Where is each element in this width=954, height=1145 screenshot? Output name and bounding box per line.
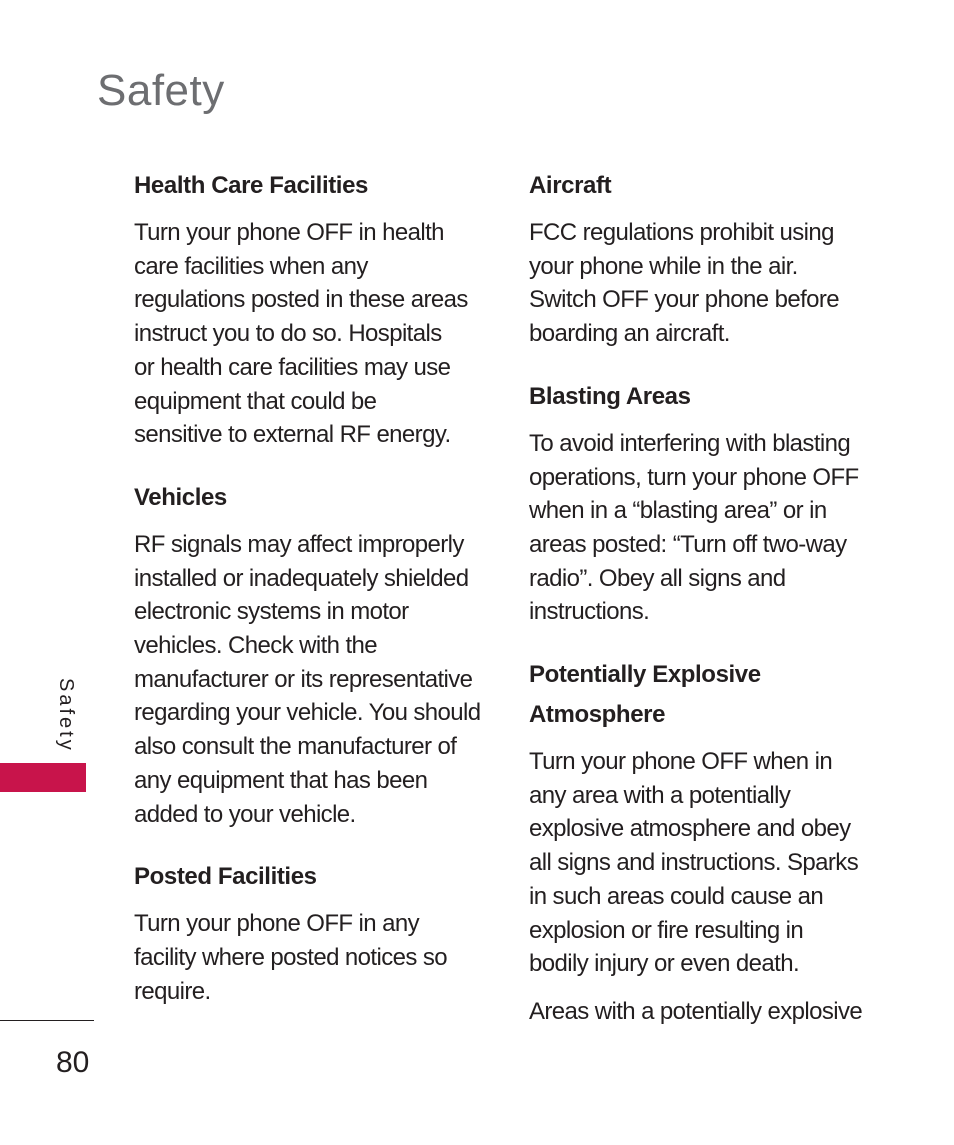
body-line: electronic systems in motor	[134, 598, 409, 626]
body-line: operations, turn your phone OFF	[529, 463, 859, 491]
section-heading	[529, 166, 879, 206]
heading-line: Vehicles	[134, 483, 227, 511]
body-line: equipment that could be	[134, 387, 377, 415]
section-body	[134, 216, 484, 452]
body-line: Areas with a potentially explosive	[529, 997, 863, 1025]
section-heading	[529, 655, 879, 735]
section-heading	[134, 478, 484, 518]
body-line: Turn your phone OFF in health	[134, 219, 444, 246]
body-line: or health care facilities may use	[134, 353, 451, 381]
section-body	[134, 907, 484, 1008]
side-section-label: Safety	[55, 678, 77, 753]
heading-line: Aircraft	[529, 172, 612, 199]
body-line: vehicles. Check with the	[134, 632, 378, 660]
right-column	[529, 166, 879, 1029]
section-tab-marker	[0, 763, 86, 792]
section-potentially-explosive-atmosphere	[529, 655, 879, 1029]
body-line: when in a “blasting area” or in	[529, 497, 827, 525]
body-line: FCC regulations prohibit using	[529, 219, 834, 246]
body-line: Turn your phone OFF when in	[529, 748, 833, 776]
body-line: regarding your vehicle. You should	[134, 699, 481, 727]
body-line: radio”. Obey all signs and	[529, 564, 786, 592]
section-heading	[134, 166, 484, 206]
section-aircraft	[529, 166, 879, 377]
body-line: explosion or fire resulting in	[529, 916, 804, 944]
body-line: any area with a potentially	[529, 781, 791, 809]
continuation-text	[529, 995, 879, 1029]
section-health-care-facilities	[134, 166, 484, 478]
body-line: also consult the manufacturer of	[134, 733, 457, 761]
body-line: instructions.	[529, 598, 650, 626]
section-blasting-areas	[529, 377, 879, 655]
body-line: require.	[134, 977, 211, 1005]
page-title: Safety	[97, 66, 225, 115]
section-posted-facilities	[134, 857, 484, 1008]
body-line: boarding an aircraft.	[529, 320, 730, 348]
section-vehicles	[134, 478, 484, 857]
body-line: Turn your phone OFF in any	[134, 910, 419, 938]
section-heading	[529, 377, 879, 417]
heading-line: Health Care Facilities	[134, 172, 368, 199]
body-line: facility where posted notices so	[134, 943, 447, 971]
section-body	[134, 528, 484, 831]
body-line: instruct you to do so. Hospitals	[134, 320, 442, 348]
body-line: To avoid interfering with blasting	[529, 429, 851, 457]
body-line: sensitive to external RF energy.	[134, 421, 451, 449]
page-number: 80	[56, 1046, 90, 1079]
body-line: regulations posted in these areas	[134, 286, 468, 314]
body-line: RF signals may affect improperly	[134, 530, 464, 558]
body-line: all signs and instructions. Sparks	[529, 849, 859, 877]
body-line: areas posted: “Turn off two-way	[529, 530, 847, 558]
body-line: manufacturer or its representative	[134, 665, 473, 693]
body-line: care facilities when any	[134, 252, 368, 280]
heading-line: Potentially Explosive	[529, 661, 761, 689]
heading-line: Posted Facilities	[134, 863, 317, 891]
section-body	[529, 745, 879, 981]
body-line: Switch OFF your phone before	[529, 286, 840, 314]
section-heading	[134, 857, 484, 897]
heading-line: Atmosphere	[529, 701, 666, 729]
body-line: in such areas could cause an	[529, 882, 824, 910]
body-line: your phone while in the air.	[529, 252, 798, 280]
body-line: explosive atmosphere and obey	[529, 815, 851, 843]
footer-divider	[0, 1020, 94, 1021]
section-body	[529, 216, 879, 351]
body-line: any equipment that has been	[134, 766, 428, 794]
section-body	[529, 427, 879, 629]
body-line: bodily injury or even death.	[529, 950, 800, 978]
left-column	[134, 166, 484, 1008]
body-line: installed or inadequately shielded	[134, 564, 469, 592]
body-line: added to your vehicle.	[134, 800, 356, 828]
heading-line: Blasting Areas	[529, 382, 691, 410]
